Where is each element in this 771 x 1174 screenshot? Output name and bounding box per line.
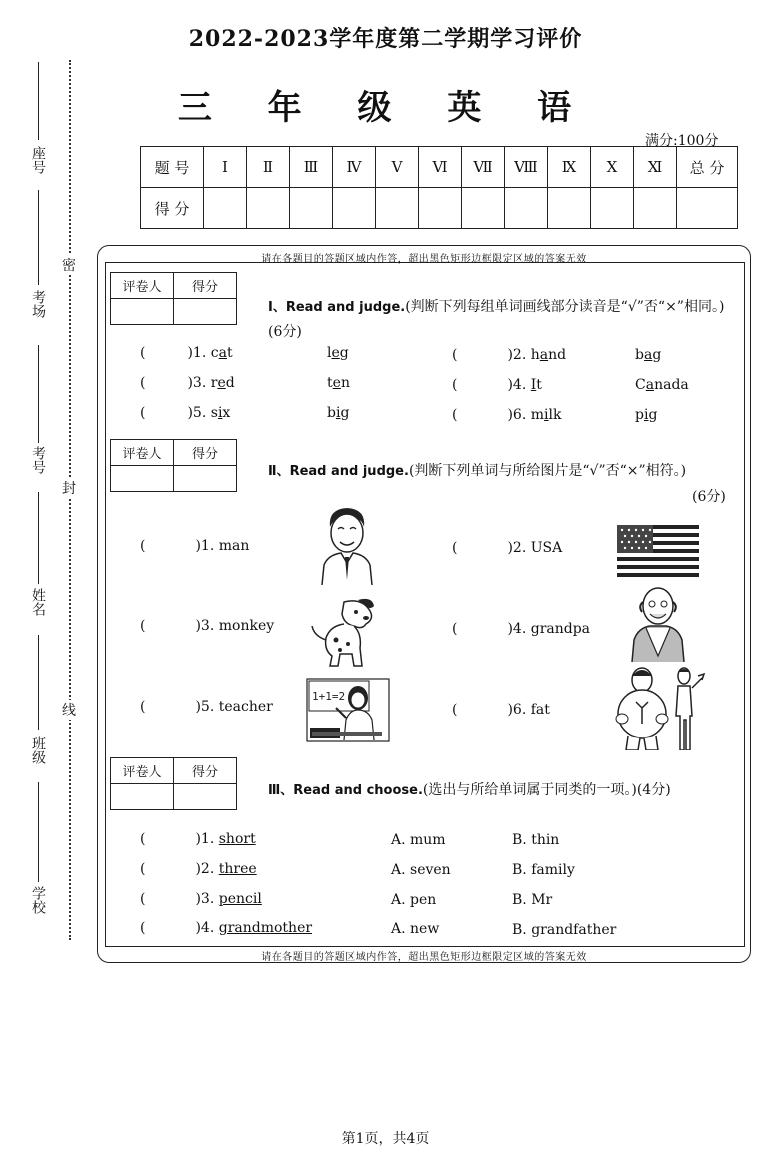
page-footer: 第1页，共4页 [341, 1131, 430, 1147]
man-picture [316, 505, 378, 585]
grandpa-picture [628, 584, 688, 662]
score-col: Ⅴ [376, 147, 419, 188]
section1-q4-word2: Canada [635, 377, 689, 393]
section3-q2-option-a: A. seven [391, 862, 451, 878]
teacher-picture [306, 678, 390, 742]
section1-title [268, 295, 738, 344]
seal-dotted-line [69, 60, 71, 940]
score-col: Ⅺ [634, 147, 677, 188]
score-cell[interactable] [634, 188, 677, 229]
section1-title-cn: (判断下列每组单词画线部分读音是“√”否“×”相同。)(6分) [268, 299, 725, 340]
seal-char-mi: 密 [60, 255, 78, 275]
section1-q3-word2: ten [327, 375, 350, 391]
sidebar-field-room: 考场 [30, 290, 46, 318]
blackboard-text: 1+1=2 [312, 690, 346, 703]
score-col: Ⅵ [419, 147, 462, 188]
section2-title-en: Ⅱ、Read and judge. [268, 464, 409, 479]
section3-q4-option-a: A. new [391, 921, 440, 937]
section1-q6: ( )6. milk [452, 407, 562, 423]
sidebar-field-name: 姓名 [30, 588, 46, 616]
score-cell[interactable] [204, 188, 247, 229]
section3-title-cn: (选出与所给单词属于同类的一项。)(4分) [422, 782, 671, 798]
grader-cell[interactable] [111, 466, 174, 492]
grade-box-section3 [110, 757, 237, 810]
notice-top: 请在各题目的答题区域内作答，超出黑色矩形边框限定区域的答案无效 [261, 254, 587, 265]
grade-score-cell[interactable] [174, 299, 237, 325]
sidebar-field-class: 班级 [30, 736, 46, 764]
score-col: Ⅷ [505, 147, 548, 188]
section1-q2: ( )2. hand [452, 347, 567, 363]
notice-bottom: 请在各题目的答题区域内作答，超出黑色矩形边框限定区域的答案无效 [261, 952, 587, 963]
section3-q2: ( )2. three [140, 861, 257, 877]
grader-cell[interactable] [111, 784, 174, 810]
grade-score-label: 得分 [174, 440, 237, 466]
seal-char-feng: 封 [60, 478, 78, 498]
seal-char-xian: 线 [60, 700, 78, 720]
grade-score-cell[interactable] [174, 784, 237, 810]
section3-q4-option-b: B. grandfather [512, 922, 617, 938]
sidebar-field-exam-no: 考号 [30, 446, 46, 474]
section2-q4: ( )4. grandpa [452, 621, 591, 637]
score-col: Ⅹ [591, 147, 634, 188]
sidebar-line [38, 62, 39, 140]
score-cell[interactable] [591, 188, 634, 229]
score-table [140, 146, 738, 229]
score-table-label: 题 号 [141, 147, 204, 188]
score-col: Ⅰ [204, 147, 247, 188]
subject-title: 三 年 级 英 语 [177, 88, 594, 128]
sidebar-field-school: 学校 [30, 886, 46, 914]
grade-score-label: 得分 [174, 273, 237, 299]
section1-q2-word2: bag [635, 347, 662, 363]
sidebar-line [38, 190, 39, 285]
section1-q3: ( )3. red [140, 375, 235, 391]
fat-man-picture [612, 664, 710, 750]
section2-q6: ( )6. fat [452, 702, 550, 718]
section2-q3: ( )3. monkey [140, 618, 275, 634]
section3-q1-option-b: B. thin [512, 832, 560, 848]
grader-cell[interactable] [111, 299, 174, 325]
grade-score-cell[interactable] [174, 466, 237, 492]
section3-q3: ( )3. pencil [140, 891, 262, 907]
sidebar-line [38, 345, 39, 443]
score-cell[interactable] [333, 188, 376, 229]
full-score: 满分:100分 [645, 133, 719, 149]
sidebar-line [38, 782, 39, 882]
grade-box-section1 [110, 272, 237, 325]
section3-q4: ( )4. grandmother [140, 920, 313, 936]
score-table-header-row [141, 147, 738, 188]
score-col: Ⅲ [290, 147, 333, 188]
section3-q3-option-a: A. pen [391, 892, 437, 908]
section1-q5-word2: big [327, 405, 350, 421]
score-table-score-row [141, 188, 738, 229]
section2-q1: ( )1. man [140, 538, 250, 554]
score-col: Ⅳ [333, 147, 376, 188]
section3-title [268, 779, 671, 799]
score-cell[interactable] [419, 188, 462, 229]
score-cell[interactable] [505, 188, 548, 229]
exam-title: 2022-2023学年度第二学期学习评价 [188, 26, 583, 52]
dog-picture [310, 596, 380, 668]
score-total-label: 总 分 [677, 147, 738, 188]
section2-points: (6分) [692, 489, 726, 505]
section3-q2-option-b: B. family [512, 862, 575, 878]
sidebar-line [38, 492, 39, 584]
section3-q1-option-a: A. mum [391, 832, 446, 848]
score-total-cell[interactable] [677, 188, 738, 229]
grader-label: 评卷人 [111, 440, 174, 466]
grade-score-label: 得分 [174, 758, 237, 784]
section3-q3-option-b: B. Mr [512, 892, 553, 908]
score-col: Ⅱ [247, 147, 290, 188]
score-cell[interactable] [247, 188, 290, 229]
section1-q1: ( )1. cat [140, 345, 233, 361]
section1-q1-word2: leg [327, 345, 349, 361]
section2-title [268, 460, 686, 480]
section3-q1: ( )1. short [140, 831, 256, 847]
section1-q6-word2: pig [635, 407, 658, 423]
sidebar-field-seat: 座号 [30, 146, 46, 174]
section1-title-en: Ⅰ、Read and judge. [268, 300, 406, 315]
score-row-label: 得 分 [141, 188, 204, 229]
section1-q4: ( )4. It [452, 377, 542, 393]
score-col: Ⅶ [462, 147, 505, 188]
grade-box-section2 [110, 439, 237, 492]
section1-q5: ( )5. six [140, 405, 231, 421]
grader-label: 评卷人 [111, 758, 174, 784]
section2-title-cn: (判断下列单词与所给图片是“√”否“×”相符。) [408, 463, 687, 479]
grader-label: 评卷人 [111, 273, 174, 299]
section3-title-en: Ⅲ、Read and choose. [268, 783, 423, 798]
score-cell[interactable] [290, 188, 333, 229]
section2-q2: ( )2. USA [452, 540, 563, 556]
score-cell[interactable] [462, 188, 505, 229]
usa-flag-picture [617, 525, 699, 577]
sidebar-line [38, 635, 39, 730]
score-cell[interactable] [548, 188, 591, 229]
section2-q5: ( )5. teacher [140, 699, 273, 715]
score-cell[interactable] [376, 188, 419, 229]
score-col: Ⅸ [548, 147, 591, 188]
